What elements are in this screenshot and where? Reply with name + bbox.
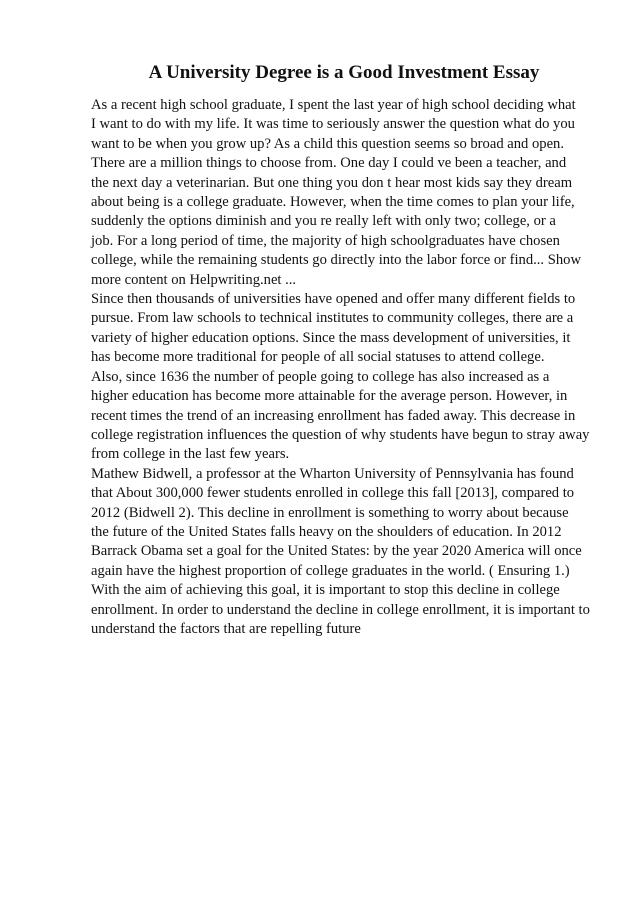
text-line: about being is a college graduate. However, when the time comes to plan your life, <box>91 194 575 211</box>
text-line: higher education has become more attainable for the average person. However, in <box>91 388 568 405</box>
text-line: Since then thousands of universities have opened and offer many different fields to <box>91 291 576 308</box>
text-line: job. For a long period of time, the majority of high schoolgraduates have chosen <box>91 232 560 249</box>
text-line: As a recent high school graduate, I spent the last year of high school deciding what <box>91 97 576 113</box>
text-line: recent times the trend of an increasing enrollment has faded away. This decrease in <box>91 407 576 424</box>
text-line: understand the factors that are repelling future <box>91 620 361 637</box>
text-line: enrollment. In order to understand the decline in college enrollment, it is important to <box>91 601 590 618</box>
text-line: suddenly the options diminish and you re really left with only two; college, or a <box>91 213 556 230</box>
text-line: that About 300,000 fewer students enrolled in college this fall [2013], compared to <box>91 485 575 502</box>
text-line: Barrack Obama set a goal for the United States: by the year 2020 America will once <box>91 543 582 560</box>
text-line: college, while the remaining students go directly into the labor force or find... Show <box>91 252 581 269</box>
text-line: variety of higher education options. Since the mass development of universities, it <box>91 329 571 346</box>
text-line: want to be when you grow up? As a child this question seems so broad and open. <box>91 135 564 152</box>
text-line: I want to do with my life. It was time to seriously answer the question what do you <box>91 116 575 133</box>
text-line: college registration influences the question of why students have begun to stray away <box>91 426 590 443</box>
text-line: again have the highest proportion of college graduates in the world. ( Ensuring 1.) <box>91 562 570 579</box>
text-line: pursue. From law schools to technical institutes to community colleges, there are a <box>91 310 574 327</box>
text-line: the future of the United States falls heavy on the shoulders of education. In 2012 <box>91 523 562 540</box>
document-title: A University Degree is a Good Investment Essay <box>148 62 540 83</box>
text-line: has become more traditional for people of all social statuses to attend college. <box>91 349 545 366</box>
text-line: Mathew Bidwell, a professor at the Wharton University of Pennsylvania has found <box>91 465 574 482</box>
text-line: more content on Helpwriting.net ... <box>91 271 297 288</box>
text-line: 2012 (Bidwell 2). This decline in enrollment is something to worry about because <box>91 504 569 521</box>
text-line: the next day a veterinarian. But one thing you don t hear most kids say they dream <box>91 174 573 191</box>
text-line: With the aim of achieving this goal, it is important to stop this decline in college <box>91 582 560 599</box>
text-line: There are a million things to choose from. One day I could ve been a teacher, and <box>91 155 567 172</box>
essay-body <box>91 96 591 639</box>
text-line: from college in the last few years. <box>91 446 290 463</box>
text-line: Also, since 1636 the number of people going to college has also increased as a <box>91 368 550 385</box>
